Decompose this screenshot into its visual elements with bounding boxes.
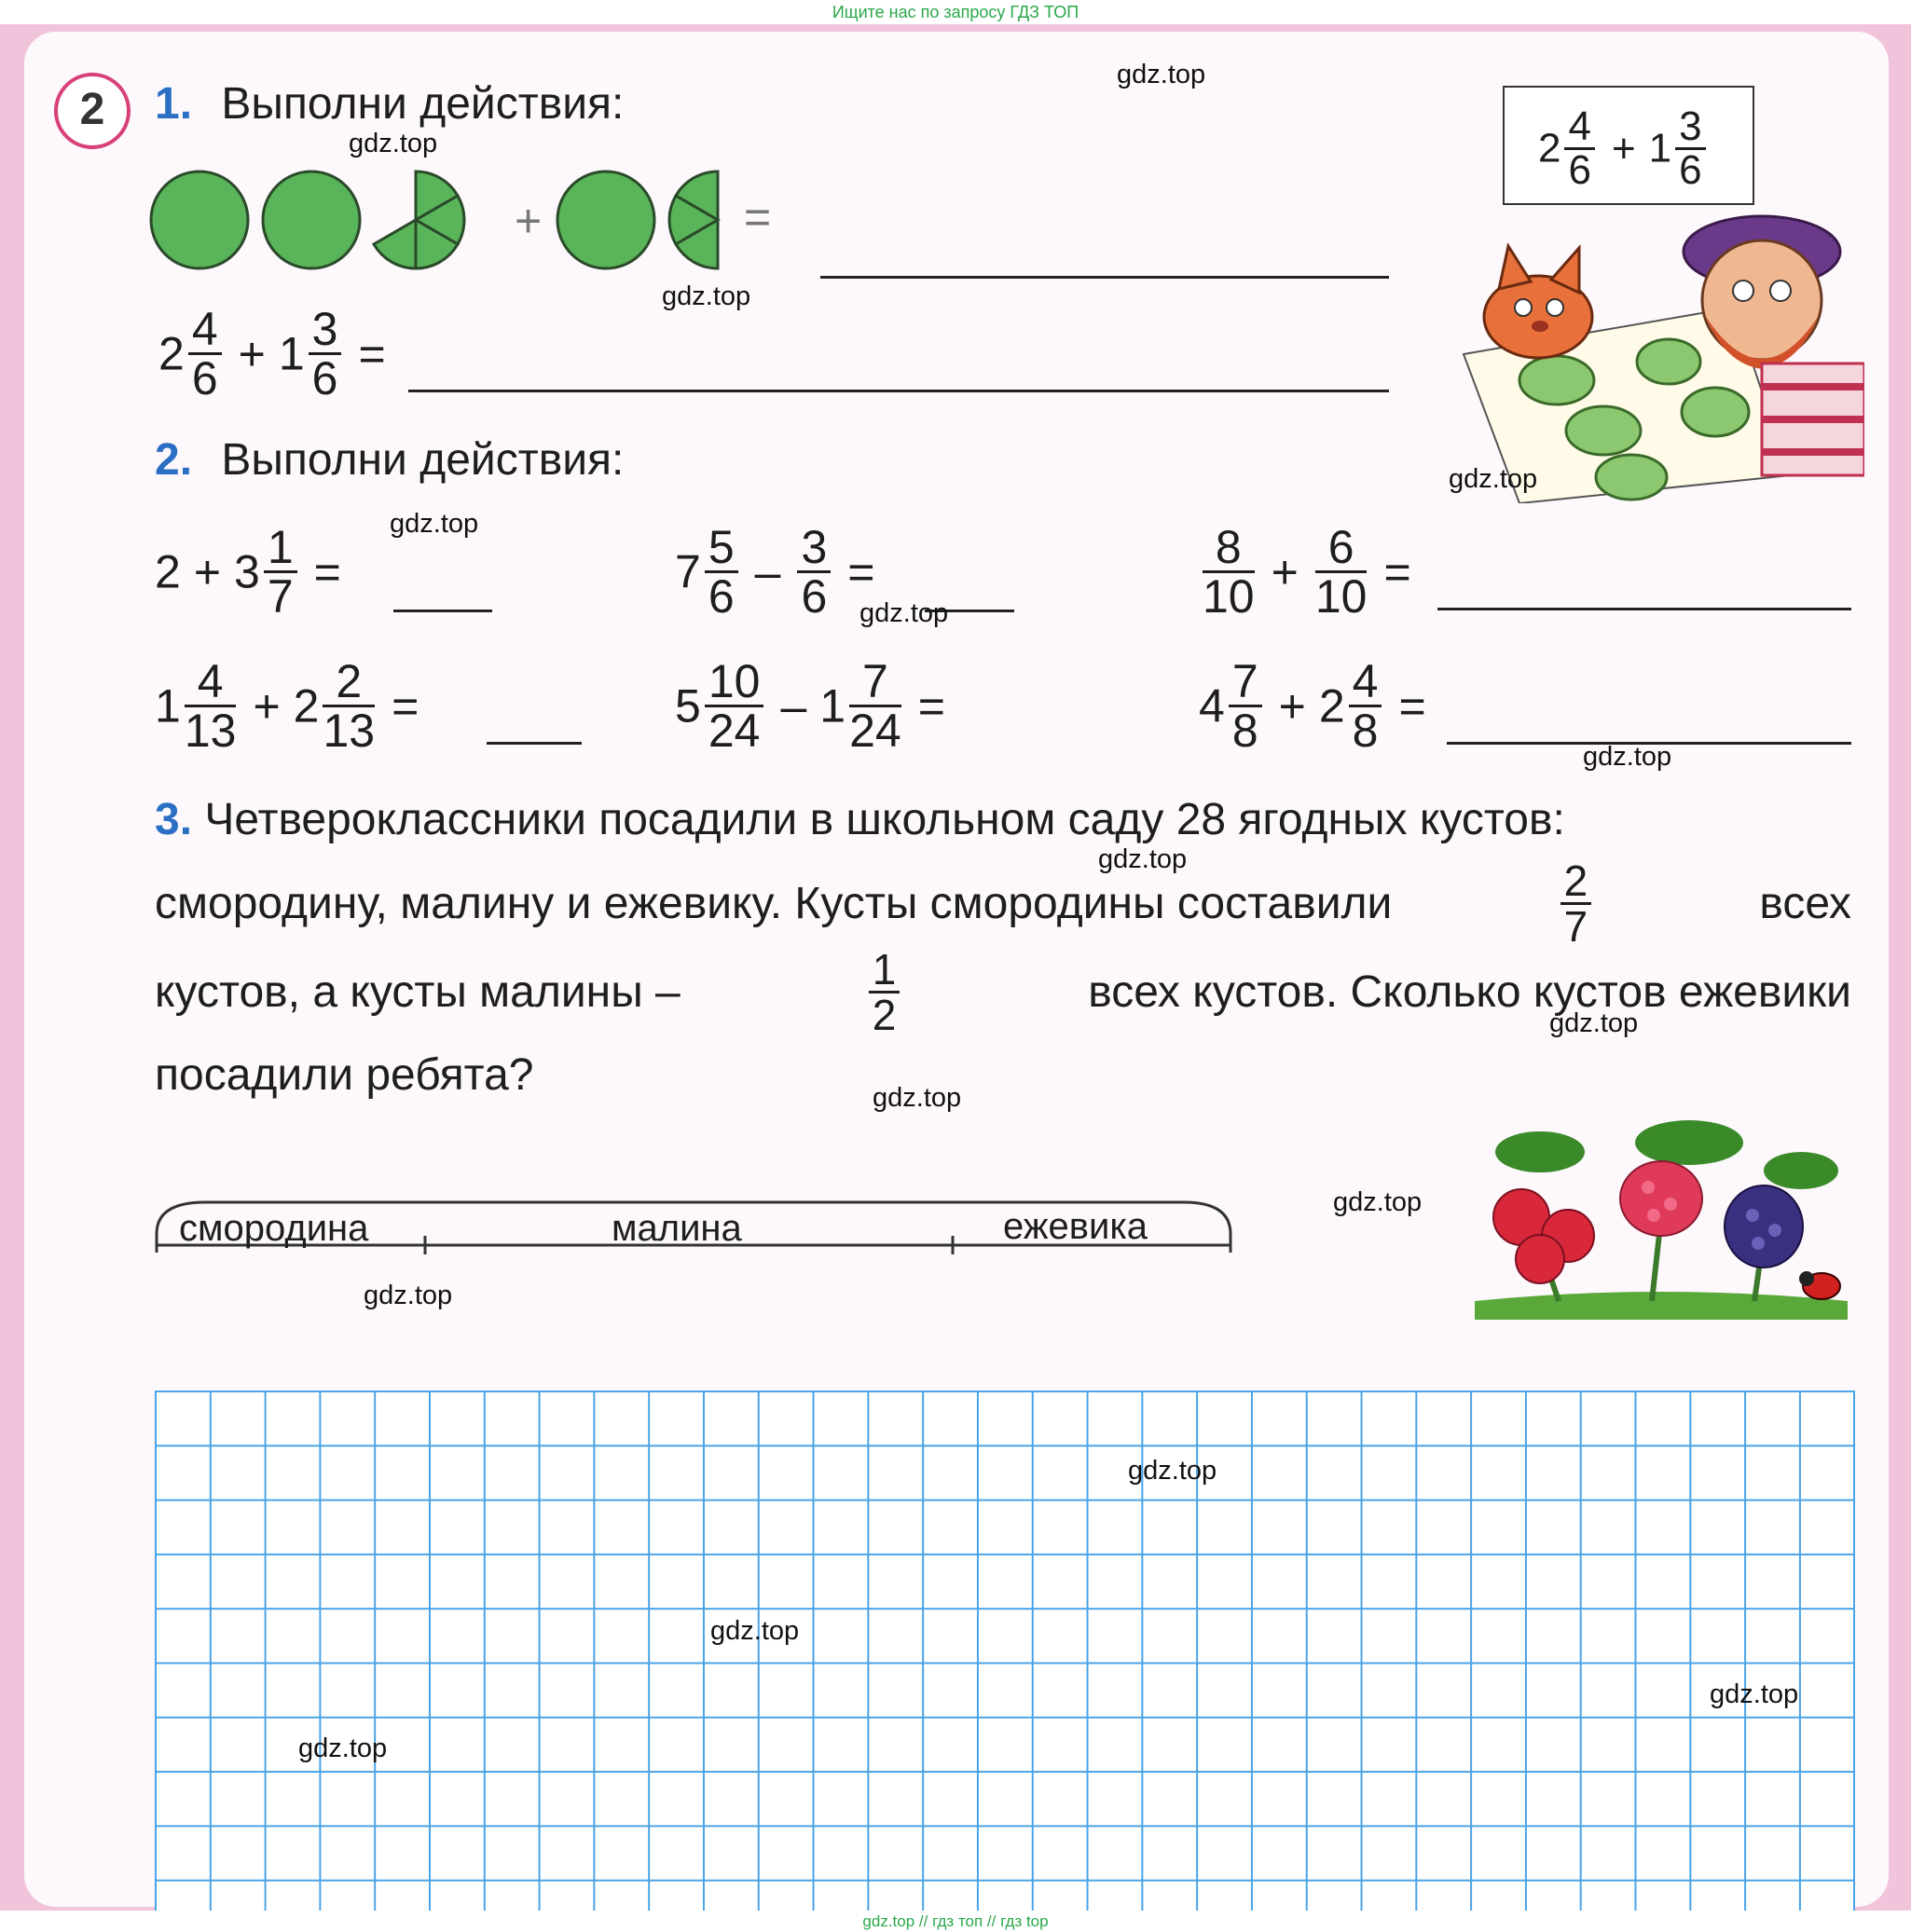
four-sixths-pie xyxy=(374,171,464,268)
watermark: gdz.top xyxy=(1710,1679,1799,1709)
answer-line-task1[interactable] xyxy=(408,390,1389,392)
task2-expr-5: 5 $\frac{10}{24}$ – 1 $\frac{7}{24}$ = xyxy=(675,655,945,757)
task2-expr-3: $\frac{8}{10}$ + $\frac{6}{10}$ = xyxy=(1203,521,1411,623)
berries-illustration xyxy=(1475,1115,1848,1320)
page-number-badge: 2 xyxy=(54,73,131,149)
raspberry xyxy=(1620,1161,1702,1236)
cat-and-boy-illustration xyxy=(1454,196,1864,503)
footer-links[interactable]: gdz.top // гдз топ // гдз top xyxy=(0,1911,1911,1932)
task2-title: Выполни действия: xyxy=(221,435,625,485)
whole-circle-3 xyxy=(557,171,654,268)
task2-heading xyxy=(155,434,624,486)
watermark: gdz.top xyxy=(873,1083,962,1113)
fraction-card: 2 $\frac{4}{6}$ + 1 $\frac{3}{6}$ xyxy=(1503,86,1754,205)
whole-circle-1 xyxy=(151,171,248,268)
task1-heading xyxy=(155,78,624,130)
task2-expr-6: 4 $\frac{7}{8}$ + 2 $\frac{4}{8}$ = xyxy=(1199,655,1426,757)
task1-title: Выполни действия: xyxy=(221,79,625,129)
watermark: gdz.top xyxy=(1117,60,1206,89)
cat xyxy=(1484,246,1592,358)
task2-expr-1: 2 + 3 $\frac{1}{7}$ = xyxy=(155,521,341,623)
answer-line-3[interactable] xyxy=(1437,608,1851,610)
solution-grid[interactable] xyxy=(155,1391,1855,1922)
watermark: gdz.top xyxy=(1583,742,1672,772)
search-banner[interactable]: Ищите нас по запросу ГДЗ ТОП xyxy=(832,3,1079,21)
task2-number: 2. xyxy=(155,435,193,485)
watermark: gdz.top xyxy=(1128,1456,1217,1486)
segment-label-blackberry: ежевика xyxy=(1003,1206,1148,1247)
task2-expr-4: 1 $\frac{4}{13}$ + 2 $\frac{2}{13}$ = xyxy=(155,655,419,757)
watermark: gdz.top xyxy=(859,598,949,628)
picture-equals: = xyxy=(744,191,772,243)
fraction-pie-picture xyxy=(149,164,820,276)
task2-expr-2: 7 $\frac{5}{6}$ – $\frac{3}{6}$ = xyxy=(675,521,875,623)
fraction: $\frac{3}{6}$ xyxy=(309,306,342,402)
watermark: gdz.top xyxy=(364,1281,453,1310)
watermark: gdz.top xyxy=(710,1616,800,1646)
watermark: gdz.top xyxy=(1449,464,1538,494)
watermark: gdz.top xyxy=(1333,1187,1423,1217)
answer-line-4[interactable] xyxy=(487,742,582,745)
answer-line-1[interactable] xyxy=(393,610,492,612)
watermark: gdz.top xyxy=(298,1733,388,1763)
ladybug xyxy=(1799,1271,1840,1299)
answer-line-picture[interactable] xyxy=(820,276,1389,279)
segment-label-raspberry: малина xyxy=(612,1208,742,1249)
watermark: gdz.top xyxy=(390,509,479,539)
whole-circle-2 xyxy=(263,171,360,268)
fraction: $\frac{4}{6}$ xyxy=(188,306,222,402)
task1-expression: 2 $\frac{4}{6}$ + 1 $\frac{3}{6}$ = xyxy=(158,303,386,404)
watermark: gdz.top xyxy=(1549,1008,1639,1038)
watermark: gdz.top xyxy=(662,281,751,311)
watermark: gdz.top xyxy=(349,129,438,158)
segment-label-currant: смородина xyxy=(179,1208,369,1249)
currant-berries xyxy=(1493,1189,1594,1283)
three-sixths-pie xyxy=(669,171,718,268)
task1-number: 1. xyxy=(155,79,193,129)
blackberry xyxy=(1725,1185,1803,1267)
watermark: gdz.top xyxy=(1098,844,1188,874)
picture-plus: + xyxy=(515,195,543,247)
task3-text: 3. Четвероклассники посадили в школьном саду 28 ягодных кустов: смородину, малину и ежевику. Кусты смородины составили $\frac{2}{7}$ всех кустов, а кусты малины – $\frac{1}{2}$ всех кустов. Сколько кустов ежевики посадили ребята? xyxy=(155,795,1851,1100)
